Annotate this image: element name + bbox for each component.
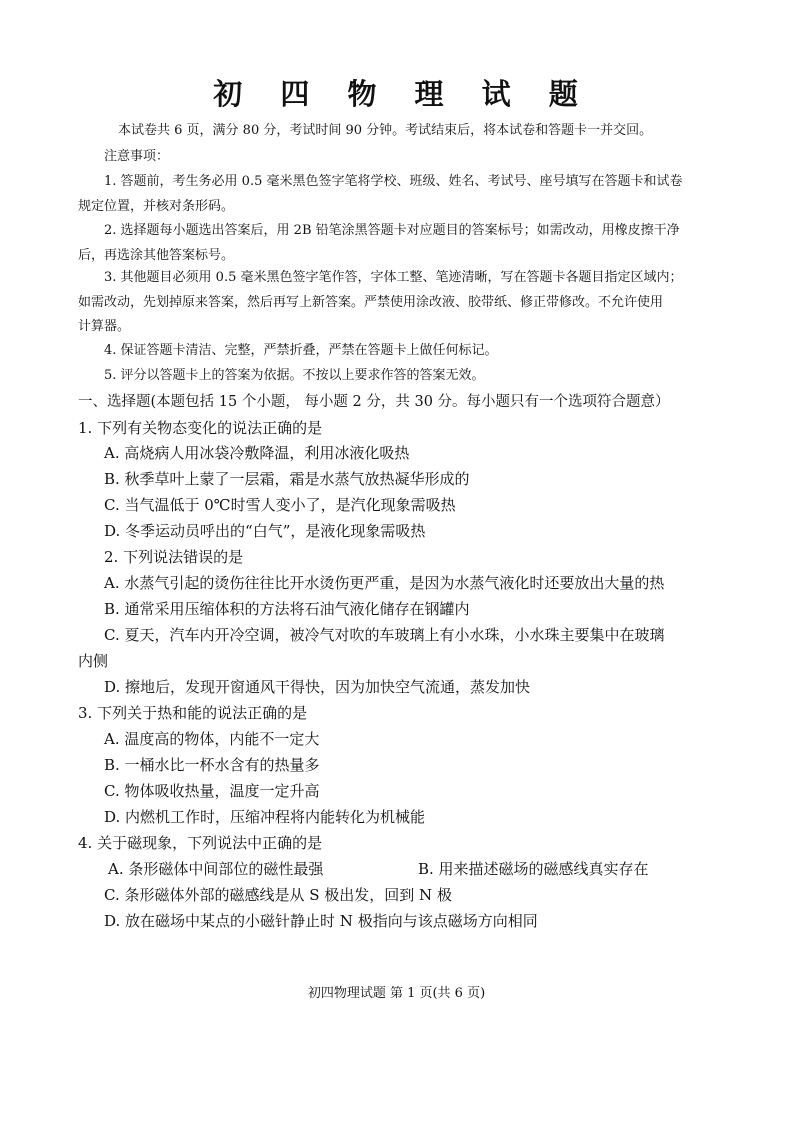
note-5: 5. 评分以答题卡上的答案为依据。不按以上要求作答的答案无效。: [104, 368, 485, 383]
question-3-option-c: C. 物体吸收热量，温度一定升高: [104, 782, 320, 800]
question-3-option-a: A. 温度高的物体，内能不一定大: [104, 730, 320, 748]
notes-heading: 注意事项：: [104, 149, 170, 164]
question-2-option-c-line-1: C. 夏天，汽车内开冷空调，被冷气对吹的车玻璃上有小水珠，小水珠主要集中在玻璃: [104, 626, 665, 644]
question-1-option-a: A. 高烧病人用冰袋冷敷降温，利用冰液化吸热: [104, 444, 410, 462]
note-1-line-1: 1. 答题前，考生务必用 0.5 毫米黑色签字笔将学校、班级、姓名、考试号、座号填写在答题卡和试卷: [104, 174, 683, 189]
question-1-option-b: B. 秋季草叶上蒙了一层霜，霜是水蒸气放热凝华形成的: [104, 470, 470, 488]
note-3-line-2: 如需改动，先划掉原来答案，然后再写上新答案。严禁使用涂改液、胶带纸、修正带修改。不允许使用: [78, 295, 664, 310]
question-1-stem: 1. 下列有关物态变化的说法正确的是: [78, 419, 323, 437]
question-3-option-b: B. 一桶水比一杯水含有的热量多: [104, 756, 320, 774]
exam-title: 初 四 物 理 试 题: [213, 77, 592, 111]
question-2-option-d: D. 擦地后，发现开窗通风干得快，因为加快空气流通，蒸发加快: [104, 678, 531, 696]
note-4: 4. 保证答题卡清洁、完整，严禁折叠，严禁在答题卡上做任何标记。: [104, 343, 498, 358]
page-footer: 初四物理试题 第 1 页(共 6 页): [307, 986, 486, 1001]
note-1-line-2: 规定位置，并核对条形码。: [78, 199, 235, 214]
note-3-line-3: 计算器。: [78, 319, 131, 334]
question-4-option-d: D. 放在磁场中某点的小磁针静止时 N 极指向与该点磁场方向相同: [104, 912, 538, 930]
question-4-option-a: A. 条形磁体中间部位的磁性最强: [108, 860, 324, 878]
note-3-line-1: 3. 其他题目必须用 0.5 毫米黑色签字笔作答，字体工整、笔迹清晰，写在答题卡各题目指定区域内；: [104, 270, 683, 285]
section-heading: 一、选择题(本题包括 15 个小题， 每小题 2 分，共 30 分。每小题只有一个选项符合题意）: [78, 394, 670, 410]
question-2-option-b: B. 通常采用压缩体积的方法将石油气液化储存在钢罐内: [104, 600, 470, 618]
question-1-option-d: D. 冬季运动员呼出的“白气”，是液化现象需吸热: [104, 522, 426, 540]
note-2-line-1: 2. 选择题每小题选出答案后，用 2B 铅笔涂黑答题卡对应题目的答案标号；如需改动，用橡皮擦干净: [104, 223, 680, 238]
question-3-stem: 3. 下列关于热和能的说法正确的是: [78, 704, 308, 722]
question-4-option-c: C. 条形磁体外部的磁感线是从 S 极出发，回到 N 极: [104, 886, 452, 904]
question-3-option-d: D. 内燃机工作时，压缩冲程将内能转化为机械能: [104, 808, 426, 826]
question-4-option-b: B. 用来描述磁场的磁感线真实存在: [418, 860, 649, 878]
intro-text: 本试卷共 6 页，满分 80 分，考试时间 90 分钟。考试结束后，将本试卷和答题卡一并交回。: [118, 123, 653, 138]
question-4-stem: 4. 关于磁现象，下列说法中正确的是: [78, 834, 323, 852]
question-2-option-c-line-2: 内侧: [78, 652, 109, 670]
question-1-option-c: C. 当气温低于 0℃时雪人变小了，是汽化现象需吸热: [104, 496, 456, 514]
question-2-option-a: A. 水蒸气引起的烫伤往往比开水烫伤更严重，是因为水蒸气液化时还要放出大量的热: [104, 574, 665, 592]
question-2-stem: 2. 下列说法错误的是: [104, 548, 244, 566]
note-2-line-2: 后，再选涂其他答案标号。: [78, 248, 235, 263]
